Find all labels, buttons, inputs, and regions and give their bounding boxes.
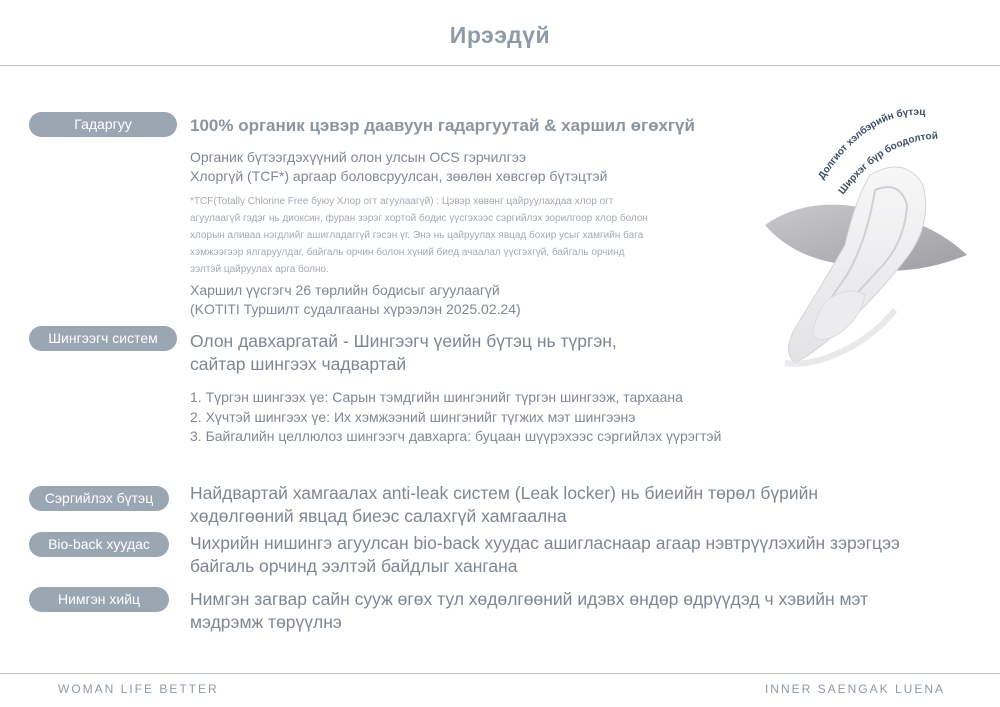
- absorb-headline-2: сайтар шингээх чадвартай: [190, 354, 407, 374]
- surface-headline: 100% органик цэвэр даавуун гадаргуутай & харшил өгөхгүй: [190, 116, 695, 135]
- section-absorb: [190, 330, 721, 447]
- protect-line-2: хөдөлгөөний явцад биеэс салахгүй хамгаална: [190, 506, 567, 526]
- absorb-headline-1: Олон давхаргатай - Шингээгч үеийн бүтэц нь түргэн,: [190, 331, 617, 351]
- surface-line-2: Хлоргүй (TCF*) аргаар боловсруулсан, зөөлөн хөвсгөр бүтэцтэй: [190, 168, 608, 184]
- pad-caption-2: Ширхэг бүр боодолтой: [836, 130, 939, 197]
- surface-fine-4: хэмжээгээр ялгаруулдаг, байгаль орчин болон хүний биед ачаалал үүсгэхгүй, байгаль орчинд: [190, 247, 625, 258]
- label-bioback: Bio-back хуудас: [29, 532, 169, 557]
- footer-left-text: WOMAN LIFE BETTER: [58, 682, 219, 696]
- bioback-line-2: байгаль орчинд ээлтэй байдлыг хангана: [190, 556, 518, 576]
- bioback-line-1: Чихрийн нишингэ агуулсан bio-back хуудас ашигласнаар агаар нэвтрүүлэхийн зэрэгцээ: [190, 533, 900, 553]
- absorb-item-1: 1. Түргэн шингээх үе: Сарын тэмдгийн шингэнийг түргэн шингээж, тархаана: [190, 389, 683, 405]
- page-title: Ирээдүй: [449, 22, 551, 48]
- surface-line-3: Харшил үүсгэгч 26 төрлийн бодисыг агуулаагүй: [190, 282, 500, 298]
- sanitary-pad-image: [755, 95, 980, 385]
- surface-line-4: (KOTITI Туршилт судалгааны хүрээлэн 2025.02.24): [190, 301, 521, 317]
- label-surface: Гадаргуу: [29, 112, 177, 137]
- label-protect: Сэргийлэх бүтэц: [29, 486, 169, 511]
- section-thin: [190, 588, 868, 634]
- label-absorb: Шингээгч систем: [29, 326, 177, 351]
- surface-fine-3: хлорын аливаа нэгдлийг ашигладаггүй гэсэн үг. Энэ нь цайруулах явцад бохир усыг хамгийн бага: [190, 230, 644, 241]
- section-bioback: [190, 532, 900, 578]
- surface-fine-5: ээлтэй цайруулах арга болно.: [190, 264, 329, 275]
- section-surface: [190, 116, 695, 319]
- header-divider: [0, 65, 1000, 66]
- surface-line-1: Органик бүтээгдэхүүний олон улсын OCS гэрчилгээ: [190, 149, 526, 165]
- section-protect: [190, 482, 818, 528]
- absorb-item-2: 2. Хүчтэй шингээх үе: Их хэмжээний шингэнийг түгжих мэт шингээнэ: [190, 408, 636, 425]
- surface-fine-2: агуулаагүй гэдэг нь диоксин, фуран зэрэг хортой бодис үүсгэхээс сэргийлэх зорилгоор хлор болон: [190, 213, 648, 224]
- footer-divider: [0, 673, 1000, 674]
- label-thin: Нимгэн хийц: [29, 587, 169, 612]
- surface-fine-1: *TCF(Totally Chlorine Free буюу Хлор огт агуулаагүй) : Цэвэр хөвөнг цайруулахдаа хлор огт: [190, 196, 614, 207]
- thin-line-1: Нимгэн загвар сайн сууж өгөх тул хөдөлгөөний идэвх өндөр өдрүүдэд ч хэвийн мэт: [190, 589, 869, 609]
- pad-caption-1: Долгиот хэлбэрийн бүтэц: [816, 106, 926, 182]
- thin-line-2: мэдрэмж төрүүлнэ: [190, 612, 342, 632]
- protect-line-1: Найдвартай хамгаалах anti-leak систем (Leak locker) нь биеийн төрөл бүрийн: [190, 483, 819, 503]
- absorb-item-3: 3. Байгалийн целлюлоз шингээгч давхарга: буцаан шүүрэхээс сэргийлэх үүрэгтэй: [190, 428, 722, 444]
- footer-right-text: INNER SAENGAK LUENA: [764, 682, 945, 696]
